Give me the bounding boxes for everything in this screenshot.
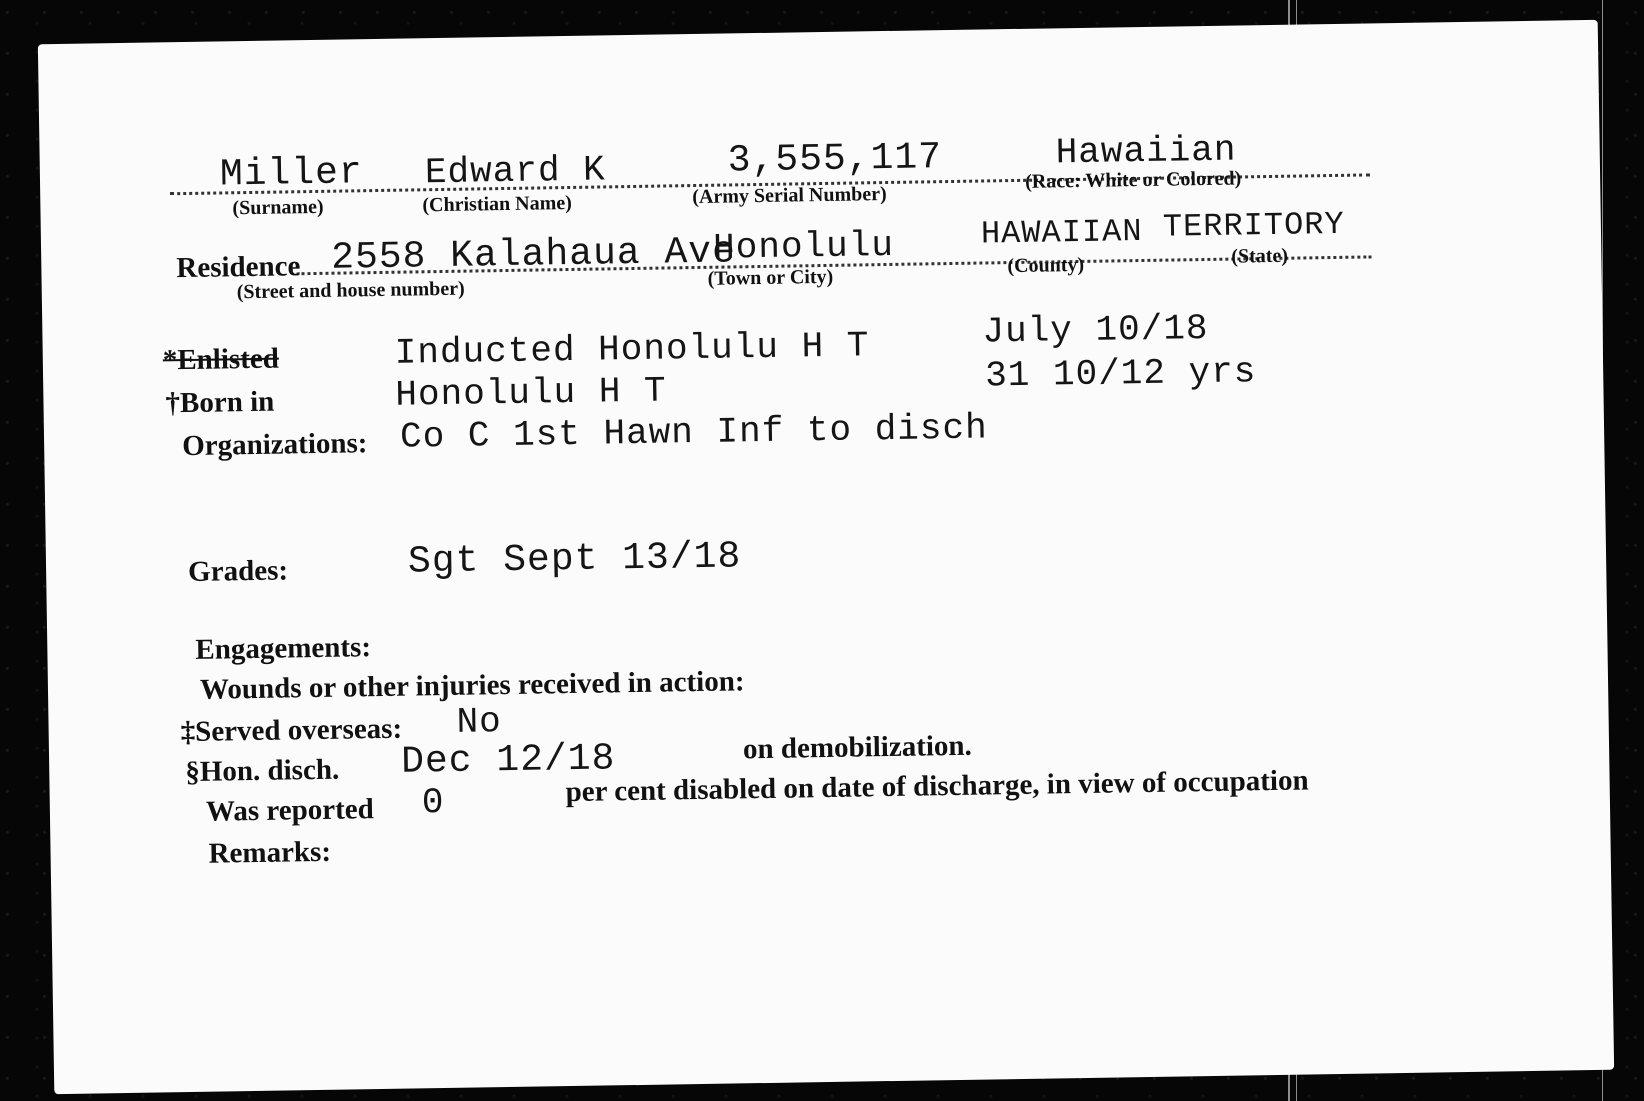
service-record-card [38,20,1614,1094]
born-value: Honolulu H T [395,370,667,416]
race-value: Hawaiian [1055,129,1237,174]
christian-name-value: Edward K [424,149,607,194]
serial-number-caption: (Army Serial Number) [692,183,887,209]
grades-value: Sgt Sept 13/18 [407,535,742,584]
residence-street-caption: (Street and house number) [236,277,465,304]
engagements-label: Engagements: [195,631,372,666]
born-label: †Born in [165,385,275,420]
christian-name-caption: (Christian Name) [422,191,573,217]
residence-town-caption: (Town or City) [707,265,834,290]
surname-value: Miller [219,151,364,197]
age-value: 31 10/12 yrs [984,351,1257,397]
organizations-value: Co C 1st Hawn Inf to disch [399,407,989,458]
served-overseas-value: No [456,701,503,743]
serial-number-value: 3,555,117 [727,136,943,183]
remarks-label: Remarks: [208,835,332,870]
disability-suffix: per cent disabled on date of discharge, in view of occupation [565,764,1309,809]
surname-caption: (Surname) [232,195,324,220]
discharge-value: Dec 12/18 [400,737,616,784]
wounds-label: Wounds or other injuries received in action: [199,665,745,706]
residence-state-caption: (State) [1231,244,1289,268]
enlisted-date: July 10/18 [982,307,1209,353]
organizations-label: Organizations: [181,427,368,463]
residence-street-value: 2558 Kalahaua Ave [330,230,737,280]
discharge-label: §Hon. disch. [185,753,340,789]
disability-label: Was reported [205,793,374,828]
discharge-suffix: on demobilization. [742,729,973,766]
residence-label: Residence [176,250,301,285]
residence-state-value: TERRITORY [1162,205,1345,246]
enlisted-label: *Enlisted [162,342,280,377]
race-caption: (Race: White or Colored) [1024,167,1242,193]
served-overseas-label: ‡Served overseas: [180,712,403,749]
grades-label: Grades: [187,554,289,589]
residence-town-value: Honolulu [712,224,895,269]
disability-value: 0 [421,782,445,824]
residence-county-value: HAWAIIAN [980,212,1143,253]
enlisted-value: Inducted Honolulu H T [394,325,870,374]
residence-county-caption: (County) [1007,253,1085,278]
